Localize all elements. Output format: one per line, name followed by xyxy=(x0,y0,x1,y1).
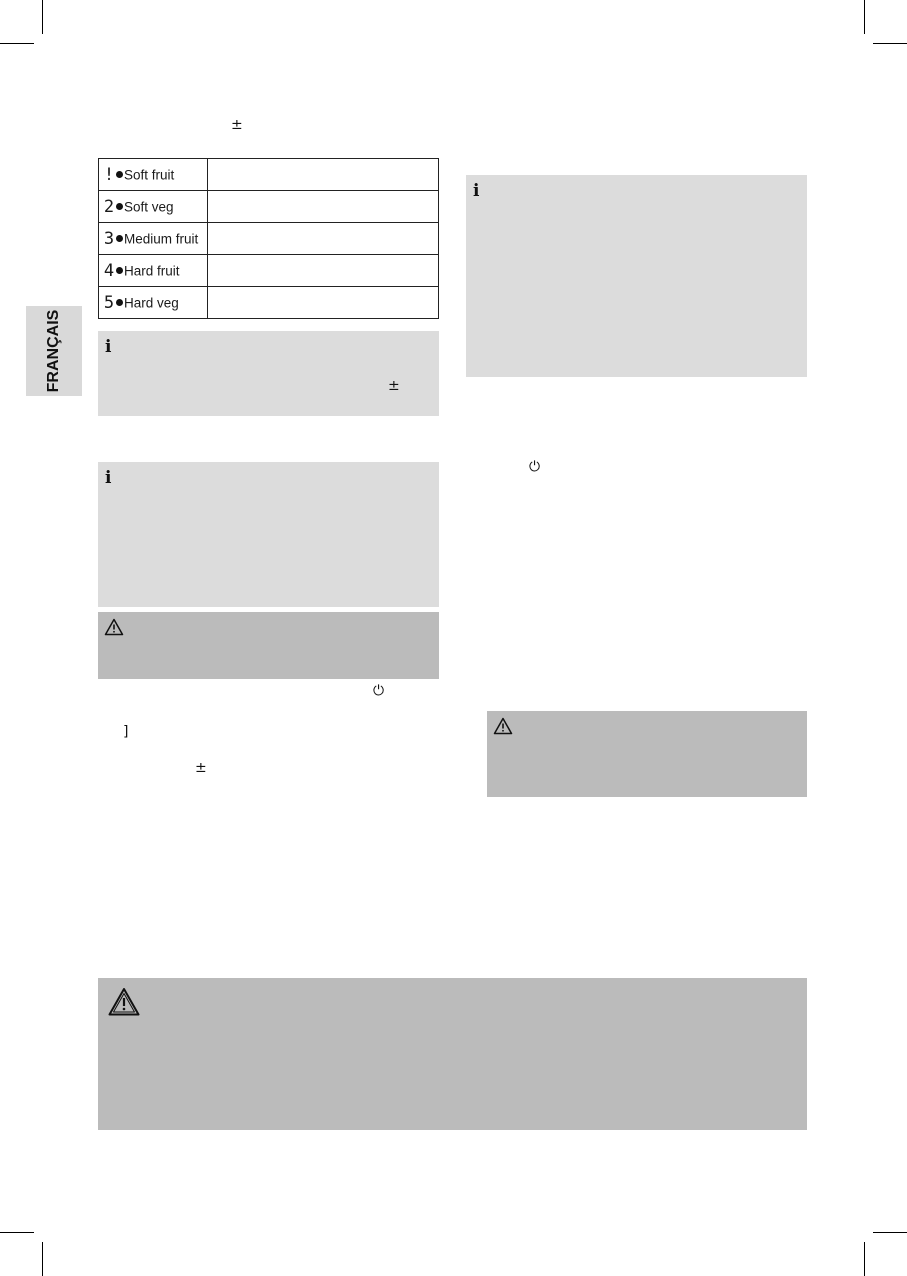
warning-triangle-icon xyxy=(104,618,124,636)
bullet-dot-icon xyxy=(116,203,123,210)
program-description-cell xyxy=(208,255,439,287)
segment-digit-icon: 2 xyxy=(103,196,115,217)
crop-mark xyxy=(864,1242,865,1276)
table-row xyxy=(99,191,439,223)
table-row xyxy=(99,223,439,255)
plus-minus-icon: ± xyxy=(388,378,400,394)
info-note-box xyxy=(98,462,439,607)
crop-mark xyxy=(864,0,865,34)
info-icon: i xyxy=(473,181,480,201)
crop-mark xyxy=(42,0,43,34)
plus-minus-icon: ± xyxy=(231,117,243,133)
table-row xyxy=(99,287,439,319)
language-tab-label: FRANÇAIS xyxy=(45,309,62,393)
crop-mark xyxy=(42,1242,43,1276)
crop-mark xyxy=(873,1232,907,1233)
plus-minus-icon: ± xyxy=(195,760,207,776)
info-icon: i xyxy=(105,468,112,488)
power-icon: ⏻ xyxy=(529,459,541,475)
program-description-cell xyxy=(208,287,439,319)
program-label: Soft fruit xyxy=(124,167,175,182)
program-label: Medium fruit xyxy=(124,231,199,246)
segment-digit-icon: 5 xyxy=(103,292,115,313)
table-row xyxy=(99,255,439,287)
warning-triangle-icon xyxy=(107,987,141,1017)
language-tab xyxy=(26,306,82,396)
program-table xyxy=(98,158,439,319)
warning-box xyxy=(98,612,439,679)
crop-mark xyxy=(0,43,34,44)
program-label: Hard fruit xyxy=(124,263,180,278)
program-label: Soft veg xyxy=(124,199,174,214)
bullet-dot-icon xyxy=(116,171,123,178)
segment-digit-icon: 3 xyxy=(103,228,115,249)
program-description-cell xyxy=(208,191,439,223)
info-note-box xyxy=(98,331,439,416)
info-note-box xyxy=(466,175,807,377)
crop-mark xyxy=(873,43,907,44)
program-description-cell xyxy=(208,159,439,191)
segment-digit-icon: 4 xyxy=(103,260,115,281)
info-icon: i xyxy=(105,337,112,357)
program-description-cell xyxy=(208,223,439,255)
table-row xyxy=(99,159,439,191)
program-label: Hard veg xyxy=(124,295,179,310)
power-icon: ⏻ xyxy=(373,683,385,699)
warning-box xyxy=(487,711,807,797)
bullet-dot-icon xyxy=(116,267,123,274)
crop-mark xyxy=(0,1232,34,1233)
bullet-dot-icon xyxy=(116,299,123,306)
segment-digit-icon: ] xyxy=(122,724,131,740)
segment-digit-icon: ! xyxy=(103,164,115,185)
warning-box xyxy=(98,978,807,1130)
warning-triangle-icon xyxy=(493,717,513,735)
bullet-dot-icon xyxy=(116,235,123,242)
